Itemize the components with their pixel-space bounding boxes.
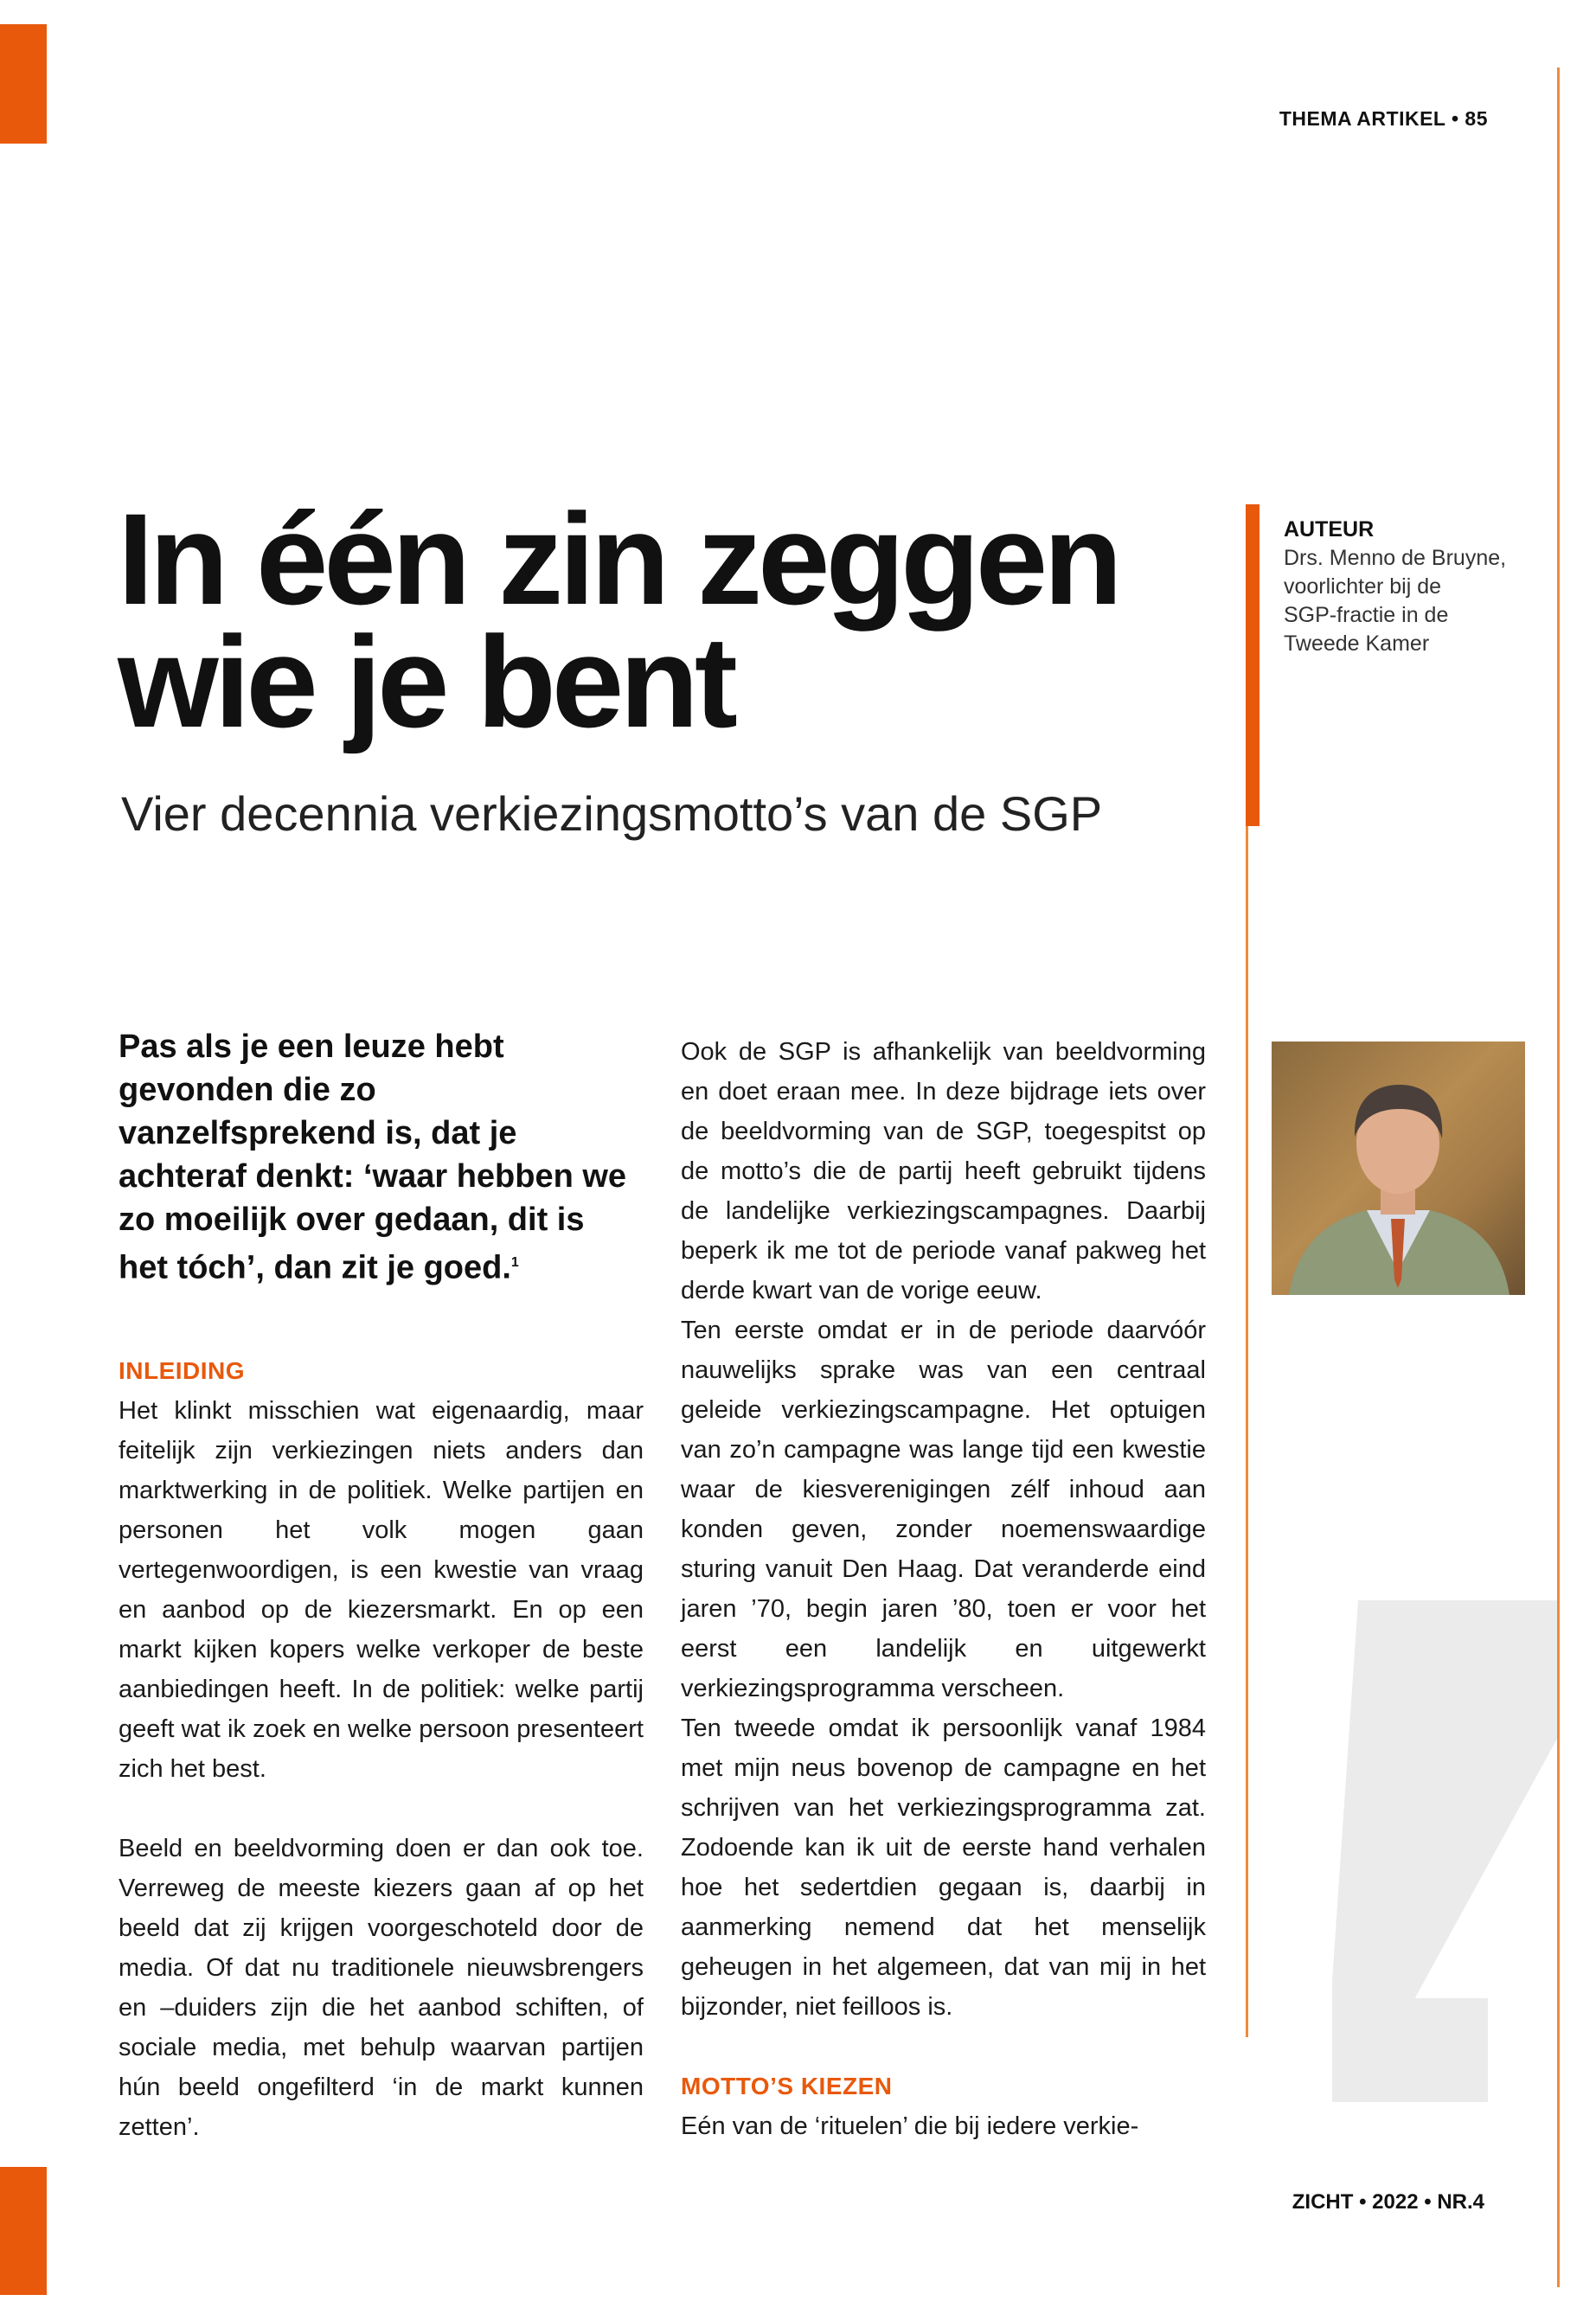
header-separator: • xyxy=(1451,107,1459,130)
author-line: SGP-fractie in de xyxy=(1284,603,1449,627)
left-column xyxy=(119,1351,644,2147)
author-line: voorlichter bij de xyxy=(1284,574,1442,599)
page-footer xyxy=(1211,2190,1484,2214)
author-line: Drs. Menno de Bruyne, xyxy=(1284,546,1507,570)
paragraph: Het klinkt misschien wat eigenaardig, maar feitelijk zijn verkiezingen niets anders dan marktwerking in de politiek. Welke partijen en personen het volk mogen gaan vertegenwoordigen, is een kwestie van vraag en aanbod op de kiezersmarkt. En op een markt kijken kopers welke verkoper de beste aanbiedingen heeft. In de politiek: welke partij geeft wat ik zoek en welke persoon presenteert zich het best. xyxy=(119,1397,644,1783)
title-line-1: In één zin zeggen xyxy=(118,486,1118,631)
author-accent-bar xyxy=(1246,504,1259,826)
header-label: THEMA ARTIKEL xyxy=(1279,107,1446,130)
issue-number: NR.4 xyxy=(1437,2190,1484,2214)
author-portrait-image xyxy=(1272,1042,1525,1295)
right-column xyxy=(681,1032,1206,2146)
author-line: Tweede Kamer xyxy=(1284,631,1430,656)
orange-tab-bottom xyxy=(0,2167,47,2295)
watermark-z-shape xyxy=(1332,1600,1557,2102)
footer-separator: • xyxy=(1359,2190,1367,2214)
title-line-2: wie je bent xyxy=(118,609,734,754)
article-title xyxy=(118,486,1242,754)
lead-quote xyxy=(119,1025,638,1290)
section-heading-inleiding: INLEIDING xyxy=(119,1357,246,1384)
paragraph: Eén van de ‘rituelen’ die bij iedere verkie- xyxy=(681,2112,1139,2140)
paragraph: Ook de SGP is afhankelijk van beeldvorming en doet eraan mee. In deze bijdrage iets over de beeldvorming van de SGP, toegespitst op de motto’s die de partij heeft gebruikt tijdens de landelijke verkiezingscampagnes. Daarbij beperk ik me tot de periode vanaf pakweg het derde kwart van de vorige eeuw. xyxy=(681,1038,1206,1304)
author-label: AUTEUR xyxy=(1284,517,1375,542)
page-number: 85 xyxy=(1465,107,1488,130)
author-box xyxy=(1284,516,1543,658)
issue-year: 2022 xyxy=(1372,2190,1419,2214)
page-edge-line xyxy=(1557,67,1560,2287)
footer-separator: • xyxy=(1424,2190,1432,2214)
article-subtitle: Vier decennia verkiezingsmotto’s van de SGP xyxy=(121,786,1103,841)
magazine-name: ZICHT xyxy=(1292,2190,1354,2214)
paragraph: Beeld en beeldvorming doen er dan ook toe. Verreweg de meeste kiezers gaan af op het beeld dat zij krijgen voorgeschoteld door de media. Of dat nu traditionele nieuwsbrengers en –duiders zijn die het aanbod schiften, of sociale media, met behulp waarvan partijen hún beeld ongefilterd ‘in de markt kunnen zetten’. xyxy=(119,1835,644,2141)
section-heading-mottos-kiezen: MOTTO’S KIEZEN xyxy=(681,2073,893,2099)
footnote-marker: 1 xyxy=(510,1255,519,1270)
page-header xyxy=(1237,107,1488,131)
paragraph: Ten eerste omdat er in de periode daarvóór nauwelijks sprake was van een centraal geleide verkiezingscampagne. Het optuigen van zo’n campagne was lange tijd een kwestie waar de kiesverenigingen zélf inhoud aan konden geven, zonder noemenswaardige sturing vanuit Den Haag. Dat veranderde eind jaren ’70, begin jaren ’80, toen er voor het eerst een landelijk en uitgewerkt verkiezingsprogramma verscheen. xyxy=(681,1317,1206,1702)
author-photo xyxy=(1272,1042,1525,1295)
paragraph: Ten tweede omdat ik persoonlijk vanaf 1984 met mijn neus bovenop de campagne en het schrijven van het verkiezingsprogramma zat. Zodoende kan ik uit de eerste hand verhalen hoe het sedertdien gegaan is, daarbij in aanmerking nemend dat het menselijk geheugen in het algemeen, dat van mij in het bijzonder, niet feilloos is. xyxy=(681,1715,1206,2021)
lead-text: Pas als je een leuze hebt gevonden die zo vanzelfsprekend is, dat je achteraf denkt: ‘waar hebben we zo moeilijk over gedaan, dit is het tóch’, dan zit je goed. xyxy=(119,1029,627,1286)
column-divider-line xyxy=(1246,826,1248,2037)
orange-tab-top xyxy=(0,24,47,144)
